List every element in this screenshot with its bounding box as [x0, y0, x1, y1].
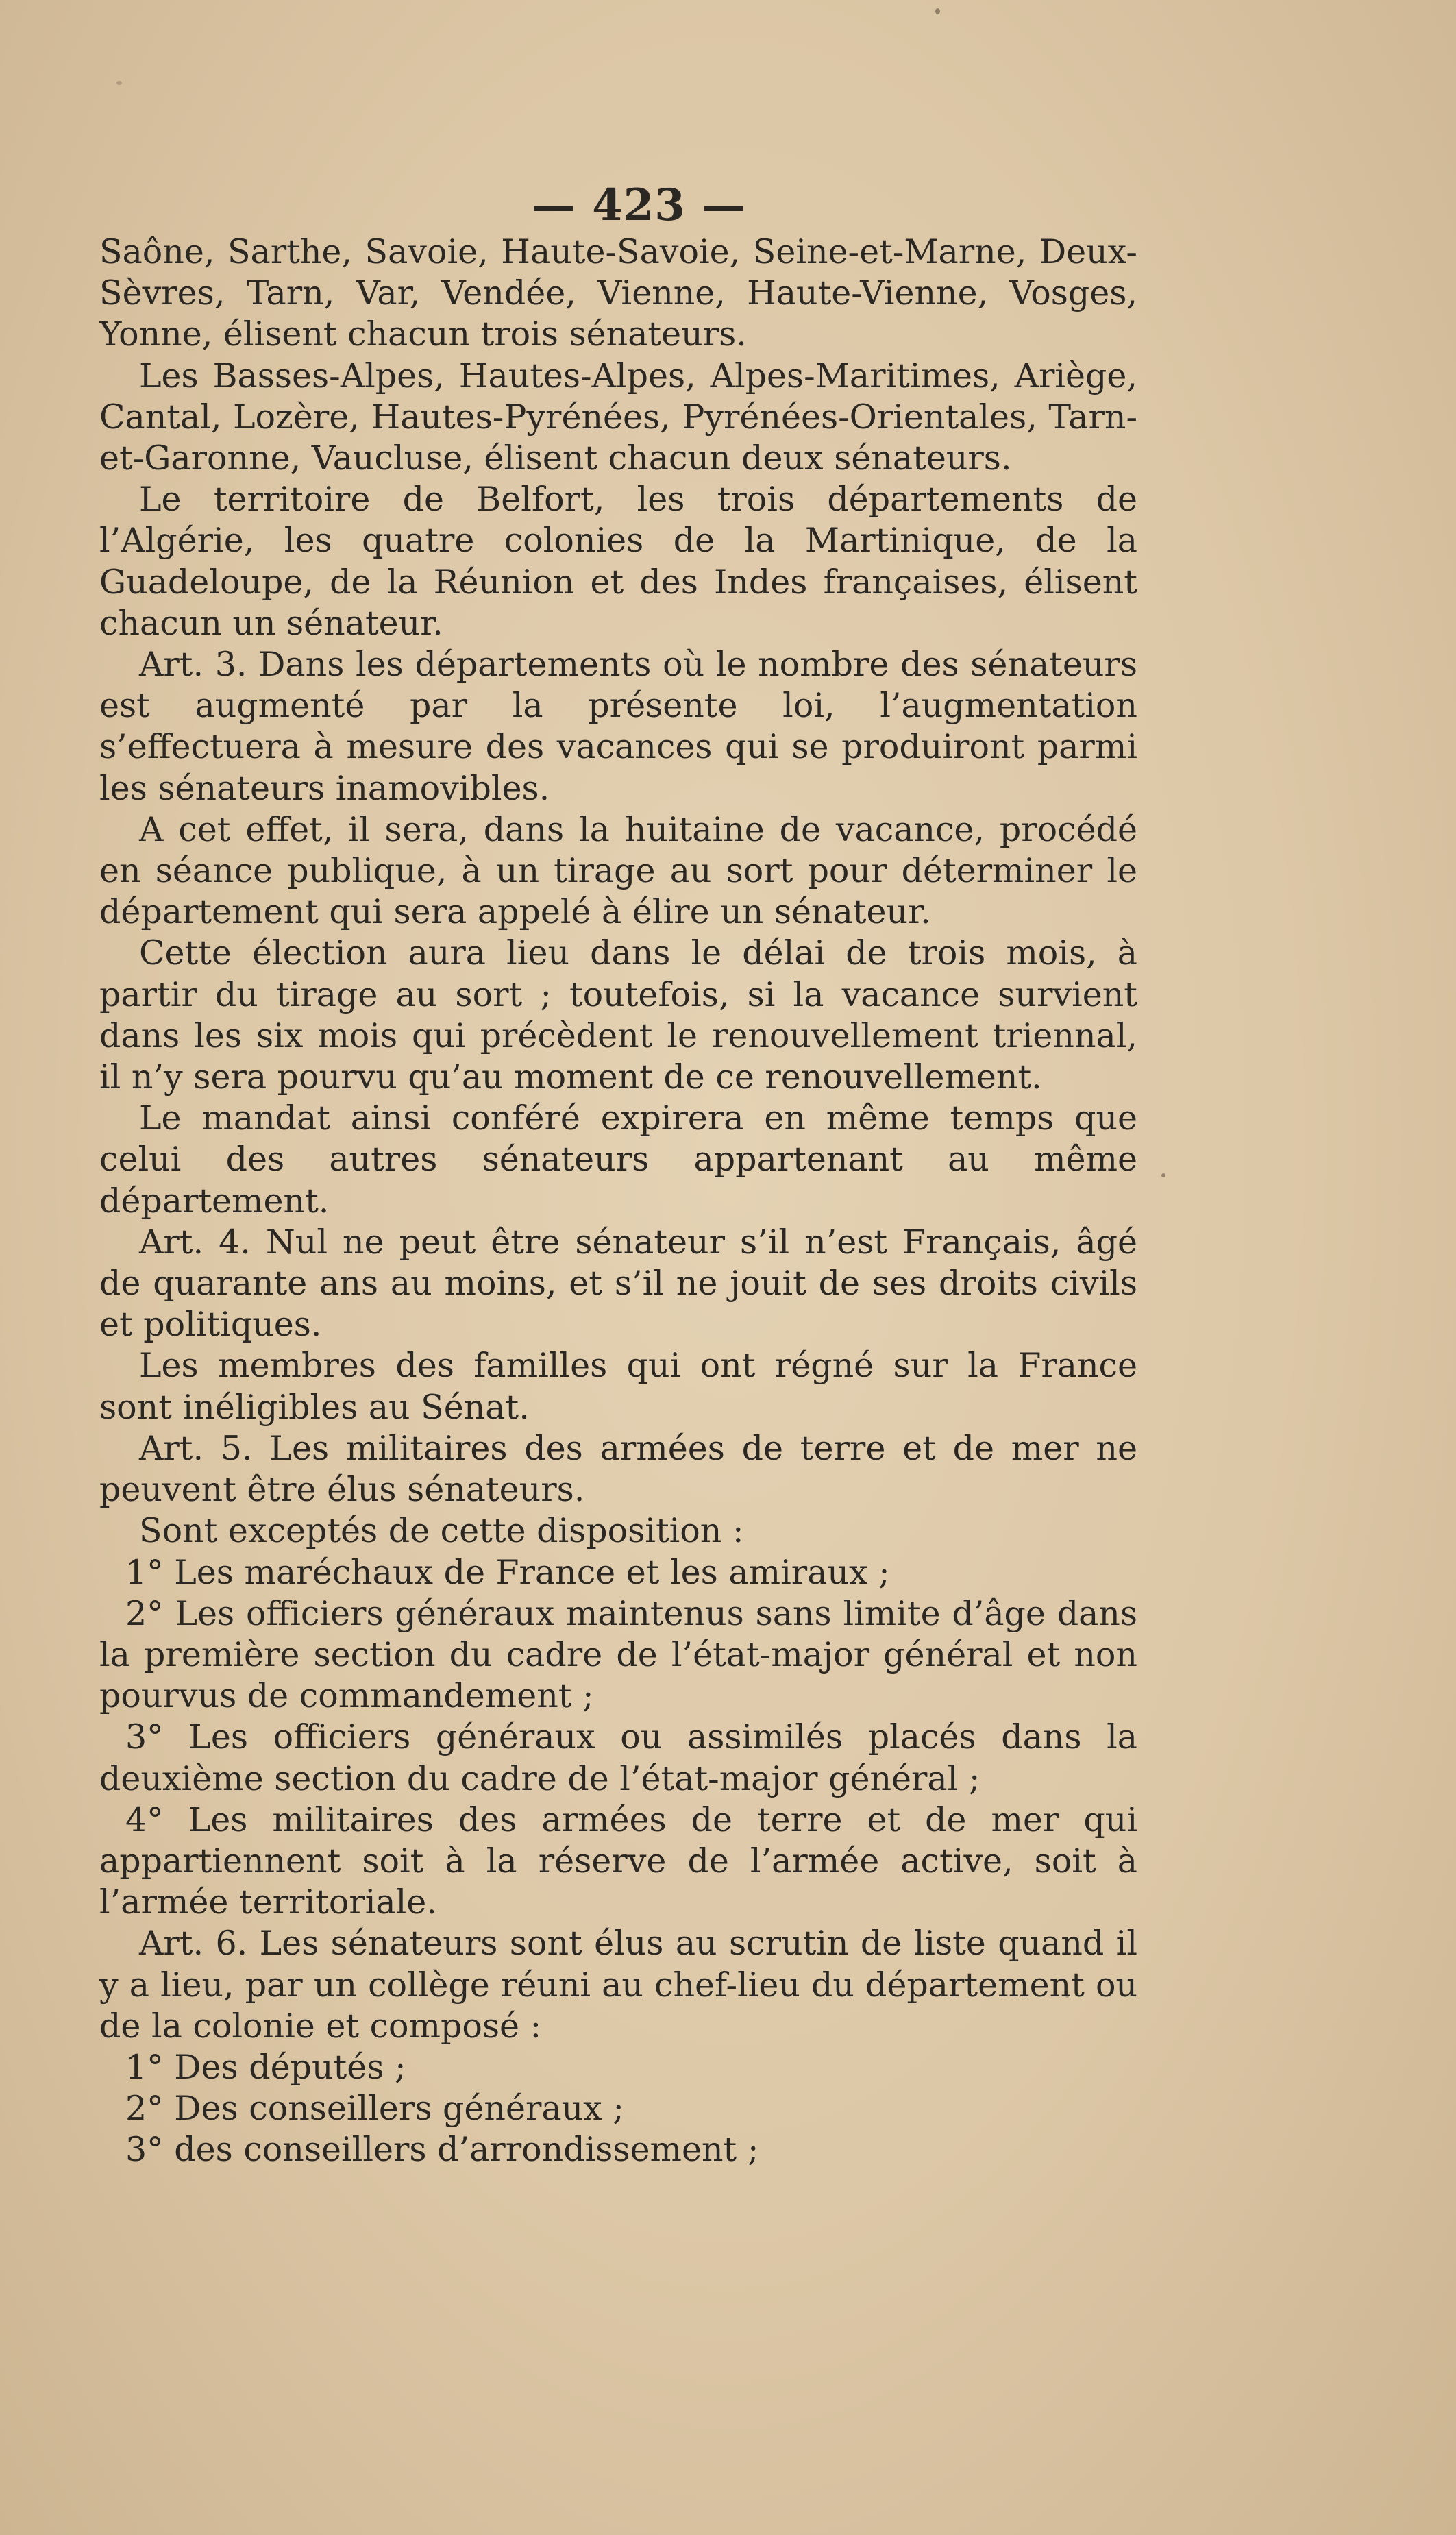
- list-item: 1° Des députés ;: [125, 2047, 406, 2087]
- paragraph: Sont exceptés de cette disposition :: [139, 1511, 744, 1551]
- paragraph: Les membres des familles qui ont régné sur la France sont inéligibles au Sénat.: [99, 1346, 1137, 1427]
- paragraph: Cette élection aura lieu dans le délai de trois mois, à partir du tirage au sort ; toutefois, si la vacance survient dans les six mois qui précèdent le renouvellement triennal, il n’y sera pourvu qu’au moment de ce renouvellement.: [99, 933, 1137, 1097]
- paper-speck: [1161, 1173, 1165, 1177]
- list-item: 4° Les militaires des armées de terre et de mer qui appartiennent soit à la réserve de l’armée active, soit à l’armée territoriale.: [99, 1800, 1137, 1922]
- article-paragraph: Art. 5. Les militaires des armées de terre et de mer ne peuvent être élus sénateurs.: [99, 1428, 1137, 1510]
- paper-speck: [116, 81, 122, 85]
- list-item: 3° Les officiers généraux ou assimilés placés dans la deuxième section du cadre de l’état-major général ;: [99, 1717, 1137, 1798]
- article-paragraph: Art. 6. Les sénateurs sont élus au scrutin de liste quand il y a lieu, par un collège réuni au chef-lieu du département ou de la colonie et composé :: [99, 1924, 1137, 2046]
- paragraph: Le territoire de Belfort, les trois départements de l’Algérie, les quatre colonies de la Martinique, de la Guadeloupe, de la Réunion et des Indes françaises, élisent chacun un sénateur.: [99, 480, 1137, 643]
- article-paragraph: Art. 4. Nul ne peut être sénateur s’il n’est Français, âgé de quarante ans au moins, et s’il ne jouit de ses droits civils et politiques.: [99, 1222, 1137, 1345]
- list-item: 2° Des conseillers généraux ;: [125, 2089, 624, 2129]
- paragraph: Les Basses-Alpes, Hautes-Alpes, Alpes-Maritimes, Ariège, Cantal, Lozère, Hautes-Pyrénées, Pyrénées-Orientales, Tarn-et-Garonne, Vaucluse, élisent chacun deux sénateurs.: [99, 356, 1137, 478]
- paragraph: Le mandat ainsi conféré expirera en même temps que celui des autres sénateurs appartenant au même département.: [99, 1099, 1137, 1221]
- list-item: 3° des conseillers d’arrondissement ;: [125, 2130, 759, 2170]
- article-paragraph: Art. 3. Dans les départements où le nombre des sénateurs est augmenté par la présente loi, l’augmentation s’effectuera à mesure des vacances qui se produiront parmi les sénateurs inamovibles.: [99, 645, 1137, 808]
- list-item: 2° Les officiers généraux maintenus sans limite d’âge dans la première section du cadre de l’état-major général et non pourvus de commandement ;: [99, 1593, 1137, 1716]
- paragraph: Saône, Sarthe, Savoie, Haute-Savoie, Seine-et-Marne, Deux-Sèvres, Tarn, Var, Vendée, Vienne, Haute-Vienne, Vosges, Yonne, élisent chacun trois sénateurs.: [99, 232, 1137, 354]
- page-number: — 423 —: [531, 180, 747, 231]
- body-text: [99, 232, 1137, 2171]
- paragraph: A cet effet, il sera, dans la huitaine de vacance, procédé en séance publique, à un tirage au sort pour déterminer le département qui sera appelé à élire un sénateur.: [99, 809, 1137, 932]
- list-item: 1° Les maréchaux de France et les amiraux ;: [125, 1552, 890, 1592]
- paper-speck: [935, 8, 940, 14]
